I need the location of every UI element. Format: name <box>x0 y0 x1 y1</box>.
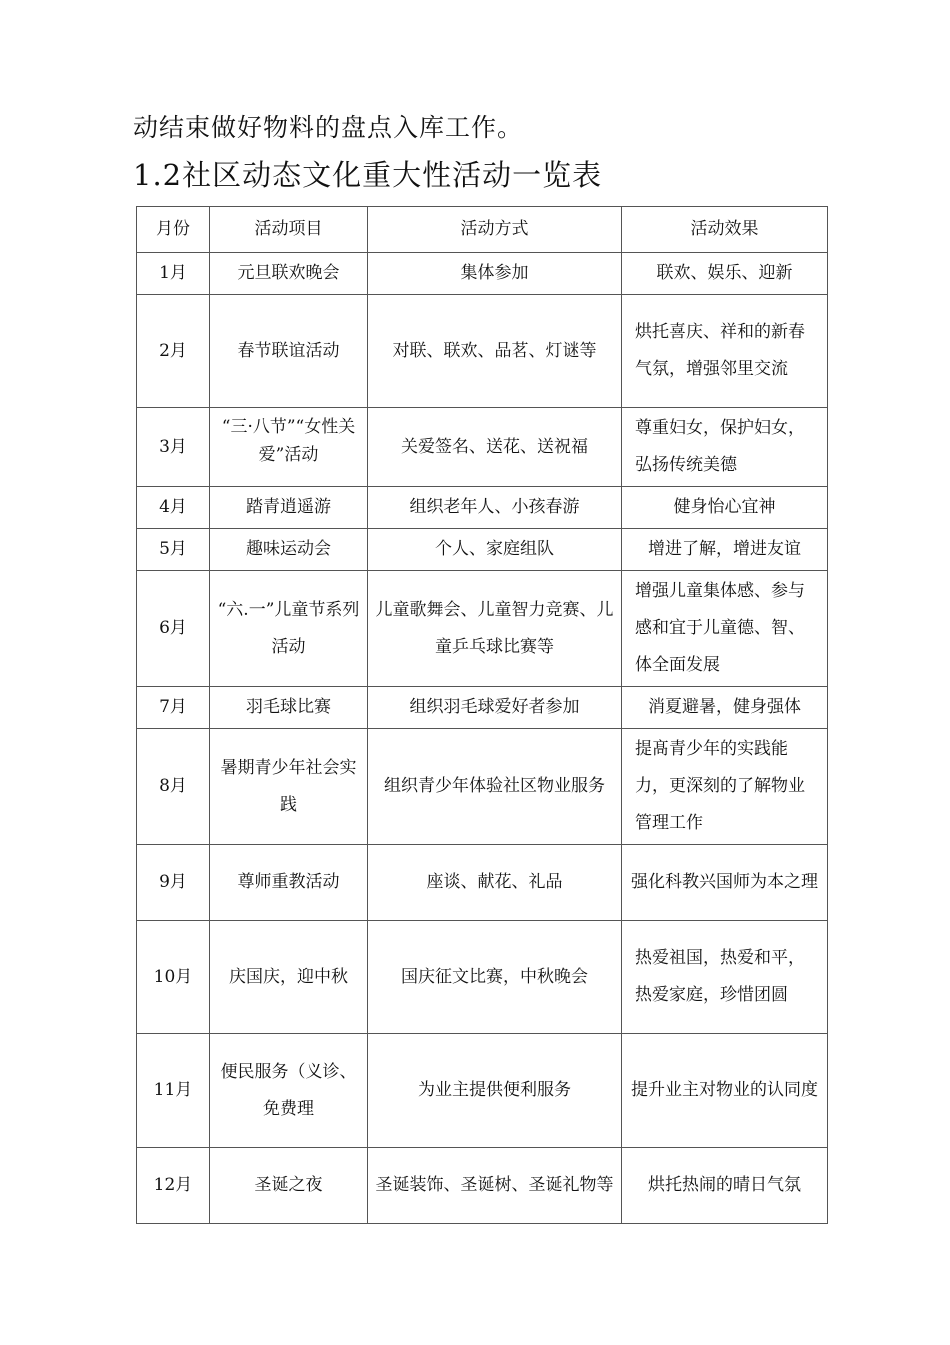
month-cell: 2月 <box>137 295 210 408</box>
method-cell: 为业主提供便利服务 <box>368 1034 622 1148</box>
method-cell: 对联、联欢、品茗、灯谜等 <box>368 295 622 408</box>
effect-cell: 强化科教兴国师为本之理 <box>622 845 828 921</box>
table-header-row <box>137 207 828 253</box>
method-cell: 关爱签名、送花、送祝福 <box>368 408 622 487</box>
method-cell: 组织青少年体验社区物业服务 <box>368 729 622 845</box>
project-cell <box>210 408 368 487</box>
project-cell: 趣味运动会 <box>210 529 368 571</box>
table-row <box>137 729 828 845</box>
effect-cell: 烘托热闹的晴日气氛 <box>622 1148 828 1224</box>
header-month: 月份 <box>137 207 210 253</box>
month-cell: 10月 <box>137 921 210 1034</box>
project-cell: 羽毛球比赛 <box>210 687 368 729</box>
project-cell: 圣诞之夜 <box>210 1148 368 1224</box>
method-cell: 圣诞装饰、圣诞树、圣诞礼物等 <box>368 1148 622 1224</box>
effect-cell: 提髙青少年的实践能力，更深刻的了解物业管理工作 <box>622 729 828 845</box>
effect-cell: 烘托喜庆、祥和的新春气氛，增强邻里交流 <box>622 295 828 408</box>
month-cell: 9月 <box>137 845 210 921</box>
header-project: 活动项目 <box>210 207 368 253</box>
table-row <box>137 571 828 687</box>
method-cell: 国庆征文比赛，中秋晚会 <box>368 921 622 1034</box>
table-row <box>137 408 828 487</box>
month-cell: 11月 <box>137 1034 210 1148</box>
table-row <box>137 253 828 295</box>
project-cell: “六.一”儿童节系列活动 <box>210 571 368 687</box>
table-row <box>137 1148 828 1224</box>
method-cell: 组织老年人、小孩春游 <box>368 487 622 529</box>
project-cell-text: “三·八节”“女性关爱”活动 <box>221 417 356 465</box>
method-cell: 组织羽毛球爱好者参加 <box>368 687 622 729</box>
effect-cell: 尊重妇女，保护妇女，弘扬传统美德 <box>622 408 828 487</box>
activity-table <box>136 206 828 1224</box>
header-method: 活动方式 <box>368 207 622 253</box>
intro-paragraph: 动结束做好物料的盘点入库工作。 <box>133 113 524 142</box>
month-cell: 7月 <box>137 687 210 729</box>
project-cell: 春节联谊活动 <box>210 295 368 408</box>
project-cell: 庆国庆，迎中秋 <box>210 921 368 1034</box>
month-cell: 4月 <box>137 487 210 529</box>
effect-cell: 提升业主对物业的认同度 <box>622 1034 828 1148</box>
month-cell: 5月 <box>137 529 210 571</box>
table-row <box>137 295 828 408</box>
month-cell: 6月 <box>137 571 210 687</box>
effect-cell: 健身怡心宜神 <box>622 487 828 529</box>
project-cell: 元旦联欢晚会 <box>210 253 368 295</box>
month-cell: 1月 <box>137 253 210 295</box>
project-cell: 暑期青少年社会实践 <box>210 729 368 845</box>
project-cell: 尊师重教活动 <box>210 845 368 921</box>
header-effect: 活动效果 <box>622 207 828 253</box>
method-cell: 座谈、献花、礼品 <box>368 845 622 921</box>
table-row <box>137 687 828 729</box>
method-cell: 个人、家庭组队 <box>368 529 622 571</box>
table-row <box>137 921 828 1034</box>
month-cell: 12月 <box>137 1148 210 1224</box>
effect-cell: 增进了解，增进友谊 <box>622 529 828 571</box>
effect-cell: 联欢、娱乐、迎新 <box>622 253 828 295</box>
effect-cell: 增强儿童集体感、参与感和宜于儿童德、智、体全面发展 <box>622 571 828 687</box>
section-heading: 1.2社区动态文化重大性活动一览表 <box>133 158 603 192</box>
table-row <box>137 1034 828 1148</box>
table-row <box>137 529 828 571</box>
month-cell: 8月 <box>137 729 210 845</box>
effect-cell: 热爱祖国，热爱和平，热爱家庭，珍惜团圆 <box>622 921 828 1034</box>
project-cell: 踏青逍遥游 <box>210 487 368 529</box>
project-cell: 便民服务（义诊、免费理 <box>210 1034 368 1148</box>
table-row <box>137 845 828 921</box>
effect-cell: 消夏避暑，健身强体 <box>622 687 828 729</box>
method-cell: 儿童歌舞会、儿童智力竞赛、儿童乒乓球比赛等 <box>368 571 622 687</box>
month-cell: 3月 <box>137 408 210 487</box>
method-cell: 集体参加 <box>368 253 622 295</box>
table-row <box>137 487 828 529</box>
